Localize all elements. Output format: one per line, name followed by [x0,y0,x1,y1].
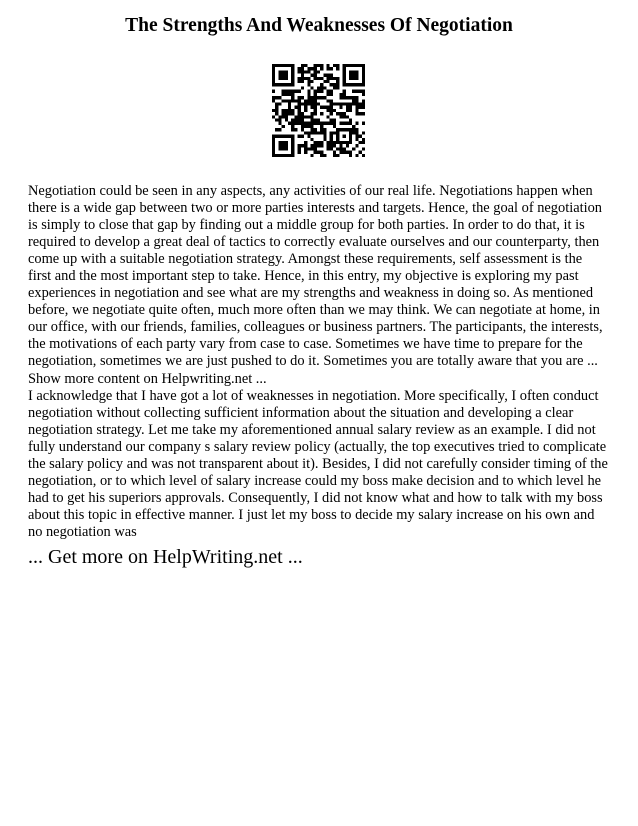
paragraph-intro: Negotiation could be seen in any aspects, any activities of our real life. Negotiations happen when there is a wide gap between two or more parties interests and targets. Hence, the goal of negotiation is simply to close that gap by finding out a middle group for both parties. In order to do that, it is required to develop a great deal of tactics to correctly evaluate ourselves and our counterparty, then come up with a suitable negotiation strategy. Amongst these requirements, self assessment is the first and the most important step to take. Hence, in this entry, my objective is exploring my past experiences in negotiation and see what are my strengths and weakness in doing so. As mentioned before, we negotiate quite often, much more often than we may think. We can negotiate at home, in our office, with our friends, families, colleagues or business partners. The participants, the interests, the motivations of each party vary from case to case. Sometimes we have time to prepare for the negotiation, sometimes we are just pushed to do it. Sometimes you are totally aware that you are ... [28,183,603,370]
show-more-link[interactable]: Show more content on Helpwriting.net ... [28,370,267,387]
get-more-link[interactable]: ... Get more on HelpWriting.net ... [28,546,303,568]
article-body [28,183,608,541]
qr-code-icon [272,64,365,157]
page-title: The Strengths And Weaknesses Of Negotiation [125,15,513,36]
paragraph-weaknesses: I acknowledge that I have got a lot of weaknesses in negotiation. More specifically, I often conduct negotiation without collecting sufficient information about the situation and developing a clear negotiation strategy. Let me take my aforementioned annual salary review as an example. I did not fully understand our company s salary review policy (actually, the top executives tried to complicate the salary policy and was not transparent about it). Besides, I did not carefully consider timing of the negotiation, or to which level of salary increase could my boss make decision and to which level he had to get his superiors approvals. Consequently, I did not know what and how to talk with my boss about this topic in effective manner. I just let my boss to decide my salary increase on his own and no negotiation was [28,387,608,540]
